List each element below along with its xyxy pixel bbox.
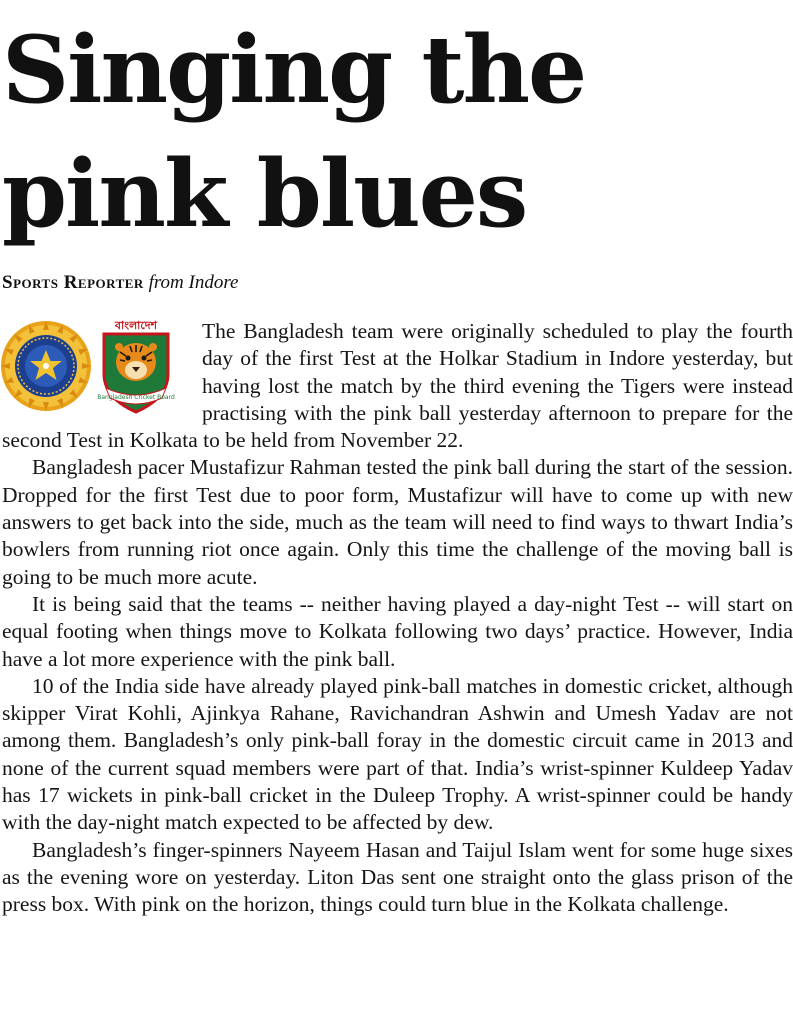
bcb-logo: [96, 318, 176, 416]
byline-place: from Indore: [148, 272, 239, 293]
byline: [2, 271, 238, 295]
headline: [2, 8, 762, 256]
bcb-ribbon-text: Bangladesh Cricket Board: [97, 394, 175, 401]
article-body: [2, 318, 793, 919]
article-paragraph: Bangladesh’s finger-spinners Nayeem Hasan and Taijul Islam went for some huge sixes as the evening wore on yesterday. Liton Das sent one straight onto the glass prison of the press box. With pink on the horizon, things could turn blue in the Kolkata challenge.: [2, 837, 793, 917]
bcb-script-text: বাংলাদেশ: [114, 319, 158, 332]
team-logos: [0, 318, 200, 424]
article-paragraph: Bangladesh pacer Mustafizur Rahman tested the pink ball during the start of the session. Dropped for the first Test due to poor form, Mustafizur will have to come up with new answers to get back into the side, much as the team will need to find ways to thwart India’s bowlers from running riot once again. Only this time the challenge of the moving ball is going to be much more acute.: [2, 455, 793, 589]
byline-reporter: Sports Reporter: [2, 272, 144, 293]
headline-line-1: Singing the: [2, 15, 586, 124]
article-paragraph: 10 of the India side have already played pink-ball matches in domestic cricket, although skipper Virat Kohli, Ajinkya Rahane, Ravichandran Ashwin and Umesh Yadav are not among them. Bangladesh’s only pink-ball foray in the domestic circuit came in 2013 and none of the current squad members were part of that. India’s wrist-spinner Kuldeep Yadav has 17 wickets in pink-ball cricket in the Duleep Trophy. A wrist-spinner could be handy with the day-night match expected to be affected by dew.: [2, 673, 793, 835]
article-paragraph: The Bangladesh team were originally scheduled to play the fourth day of the first Test at the Holkar Stadium in Indore yesterday, but having lost the match by the third evening the Tigers were instead practising with the pink ball yesterday afternoon to prepare for the second Test in Kolkata to be held from November 22.: [2, 319, 793, 453]
bcci-logo: [0, 320, 92, 412]
headline-line-2: pink blues: [2, 139, 527, 248]
article-paragraph: It is being said that the teams -- neither having played a day-night Test -- will start on equal footing when things move to Kolkata following two days’ practice. However, India have a lot more experience with the pink ball.: [2, 591, 793, 671]
